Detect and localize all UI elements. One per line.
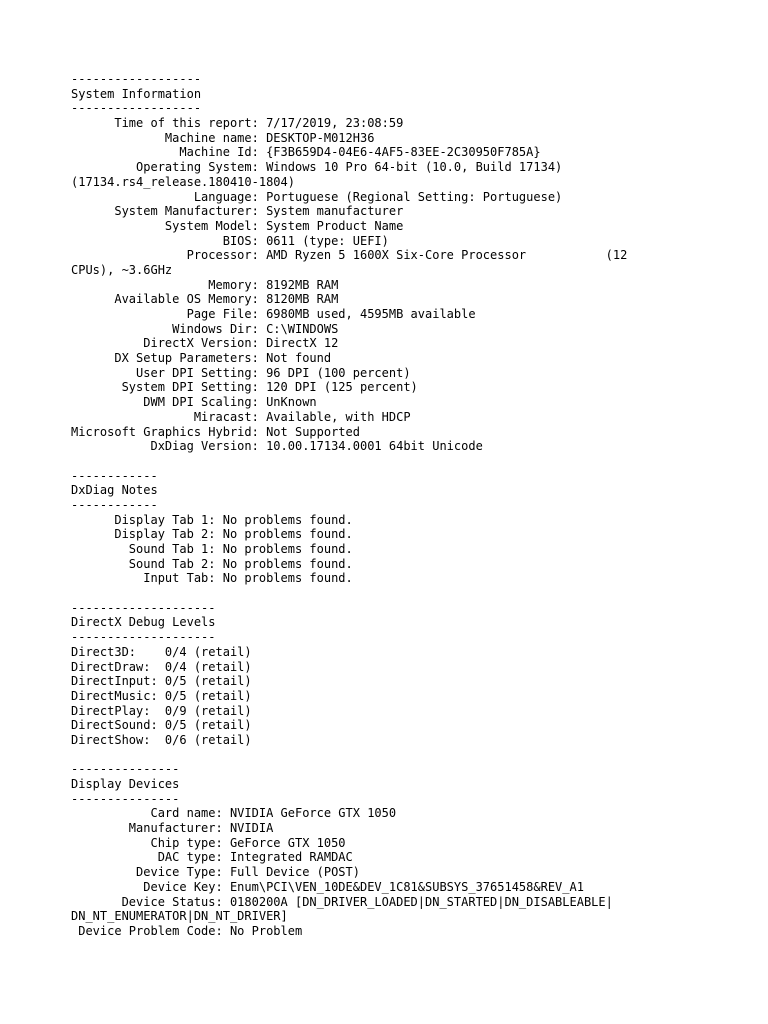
report-line: Page File: 6980MB used, 4595MB available	[71, 307, 476, 321]
report-line: ------------------	[71, 101, 202, 116]
report-line: System Information	[71, 86, 202, 101]
report-line: ---------------	[71, 762, 180, 777]
report-line: Sound Tab 1: No problems found.	[71, 542, 353, 556]
report-line: DX Setup Parameters: Not found	[71, 351, 332, 366]
report-line: Direct3D: 0/4 (retail)	[71, 644, 252, 659]
report-line: User DPI Setting: 96 DPI (100 percent)	[71, 365, 411, 380]
report-line: Processor: AMD Ryzen 5 1600X Six-Core Processor (12	[71, 248, 628, 263]
report-line: Device Type: Full Device (POST)	[71, 865, 360, 880]
report-line: Miracast: Available, with HDCP	[71, 409, 411, 424]
report-line: System Manufacturer: System manufacturer	[71, 204, 404, 219]
report-line: ------------	[71, 497, 158, 512]
report-line: Microsoft Graphics Hybrid: Not Supported	[71, 424, 360, 439]
report-line: Display Devices	[71, 777, 180, 791]
report-line: ------------------	[71, 72, 202, 86]
report-line	[71, 454, 711, 469]
report-line: Machine Id: {F3B659D4-04E6-4AF5-83EE-2C30950F785A}	[71, 145, 541, 160]
report-line: Card name: NVIDIA GeForce GTX 1050	[71, 806, 397, 821]
report-line: Windows Dir: C:\WINDOWS	[71, 321, 339, 336]
report-line: ---------------	[71, 791, 180, 806]
report-line: Time of this report: 7/17/2019, 23:08:59	[71, 116, 404, 131]
report-line: Operating System: Windows 10 Pro 64-bit (10.0, Build 17134)	[71, 160, 563, 175]
report-line: DirectX Version: DirectX 12	[71, 336, 339, 351]
report-line: Machine name: DESKTOP-M012H36	[71, 130, 375, 145]
report-line: System DPI Setting: 120 DPI (125 percent)	[71, 380, 418, 395]
report-line	[71, 586, 711, 601]
report-line: DirectX Debug Levels	[71, 615, 216, 630]
report-line: DirectPlay: 0/9 (retail)	[71, 703, 252, 718]
report-line: Display Tab 2: No problems found.	[71, 527, 353, 542]
report-line: DAC type: Integrated RAMDAC	[71, 850, 353, 865]
report-line: System Model: System Product Name	[71, 218, 404, 233]
report-line: DN_NT_ENUMERATOR|DN_NT_DRIVER]	[71, 909, 288, 924]
report-line: Device Status: 0180200A [DN_DRIVER_LOADED|DN_STARTED|DN_DISABLEABLE|	[71, 894, 613, 909]
report-line: CPUs), ~3.6GHz	[71, 262, 173, 277]
report-line: BIOS: 0611 (type: UEFI)	[71, 233, 389, 248]
report-line: Memory: 8192MB RAM	[71, 277, 339, 292]
report-line: Available OS Memory: 8120MB RAM	[71, 292, 339, 307]
report-line: (17134.rs4_release.180410-1804)	[71, 174, 295, 189]
report-line: Device Problem Code: No Problem	[71, 923, 303, 938]
report-line: Sound Tab 2: No problems found.	[71, 556, 353, 571]
dxdiag-report	[71, 72, 711, 939]
report-line: --------------------	[71, 600, 216, 615]
report-line: Input Tab: No problems found.	[71, 571, 353, 586]
report-line: DirectDraw: 0/4 (retail)	[71, 659, 252, 674]
report-line: DxDiag Notes	[71, 483, 158, 498]
report-line: DxDiag Version: 10.00.17134.0001 64bit Unicode	[71, 439, 483, 454]
report-line: DirectShow: 0/6 (retail)	[71, 732, 252, 747]
report-line: Device Key: Enum\PCI\VEN_10DE&DEV_1C81&SUBSYS_37651458&REV_A1	[71, 879, 584, 894]
report-line: Display Tab 1: No problems found.	[71, 512, 353, 527]
report-line: DirectSound: 0/5 (retail)	[71, 718, 252, 733]
report-line: DirectMusic: 0/5 (retail)	[71, 688, 252, 703]
report-line: Chip type: GeForce GTX 1050	[71, 835, 346, 850]
report-line: Manufacturer: NVIDIA	[71, 821, 274, 836]
report-line: DirectInput: 0/5 (retail)	[71, 674, 252, 689]
report-line: --------------------	[71, 630, 216, 645]
report-line: Language: Portuguese (Regional Setting: Portuguese)	[71, 189, 563, 204]
report-line: ------------	[71, 468, 158, 483]
report-line	[71, 748, 711, 763]
report-line: DWM DPI Scaling: UnKnown	[71, 395, 317, 410]
